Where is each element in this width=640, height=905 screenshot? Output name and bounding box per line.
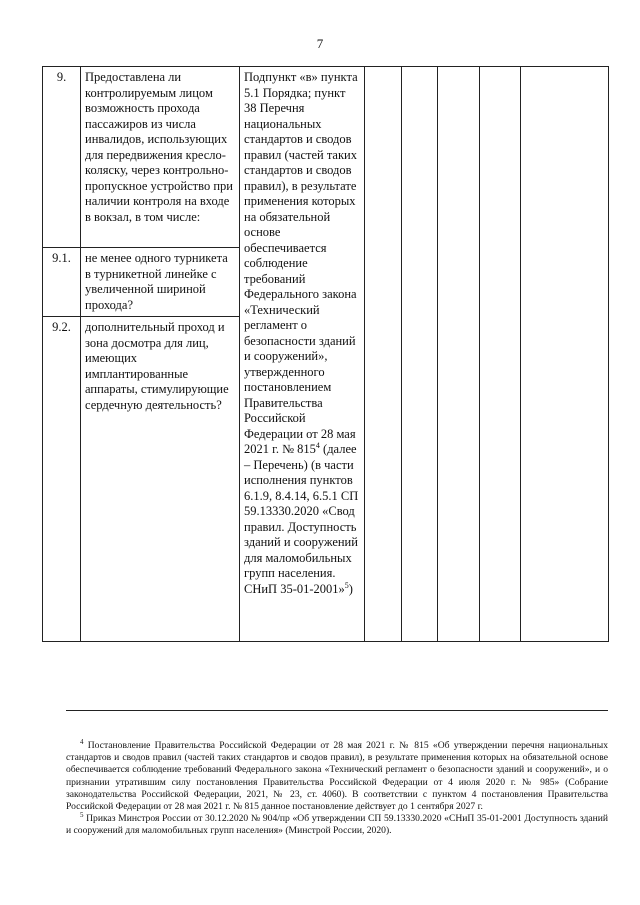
footnote-ref-4: 4 — [315, 440, 320, 450]
question-cell: дополнительный проход и зона досмотра для лиц, имеющих имплантированные аппараты, стимулирующие сердечную деятельность? — [81, 317, 240, 642]
row-number: 9. — [43, 67, 81, 248]
footnote-ref-5: 5 — [344, 580, 349, 590]
answer-no-cell — [402, 67, 438, 642]
requirements-text: Подпункт «в» пункта 5.1 Порядка; пункт 38 Перечня национальных стандартов и сводов правил (частей таких стандартов и сводов правил), в результате применения которых на обязательной основе обеспечивается соблюдение требований Федерального закона «Технический регламент о безопасности зданий и сооружений», утвержденного постановлением Правительства Российской Федерации от 28 мая 2021 г. № 815 — [244, 70, 358, 456]
footnote-text: Приказ Минстроя России от 30.12.2020 № 904/пр «Об утверждении СП 59.13330.2020 «СНиП 35-01-2001 Доступность зданий и сооружений для маломобильных групп населения» (Минстрой России, 2020). — [66, 813, 608, 837]
footnote-mark: 4 — [80, 737, 84, 746]
checklist-table — [42, 66, 609, 642]
notes-cell — [521, 67, 609, 642]
answer-extra-cell — [480, 67, 521, 642]
footnote-5 — [66, 813, 608, 837]
footnote-4 — [66, 737, 608, 813]
question-cell: не менее одного турникета в турникетной линейке с увеличенной шириной прохода? — [81, 248, 240, 317]
question-cell: Предоставлена ли контролируемым лицом возможность прохода пассажиров из числа инвалидов, использующих для передвижения кресло-коляску, через контрольно-пропускное устройство при наличии контроля на входе в вокзал, в том числе: — [81, 67, 240, 248]
row-number: 9.2. — [43, 317, 81, 642]
footnote-mark: 5 — [80, 811, 84, 820]
requirements-cell — [240, 67, 365, 642]
table-row — [43, 67, 609, 248]
row-number: 9.1. — [43, 248, 81, 317]
footnote-text: Постановление Правительства Российской Федерации от 28 мая 2021 г. № 815 «Об утверждении перечня национальных стандартов и сводов правил (частей таких стандартов и сводов правил), в результате применения которых на обязательной основе обеспечивается соблюдение требований Федерального закона «Технический регламент о безопасности зданий и сооружений», и о признании утратившим силу постановления Правительства Российской Федерации от 4 июля 2020 г. № 985» (Собрание законодательства Российской Федерации, 2021, № 23, ст. 4060). В соответствии с пунктом 4 постановления Правительства Российской Федерации от 28 мая 2021 г. № 815 данное постановление действует до 1 сентября 2027 г. — [66, 740, 608, 813]
answer-yes-cell — [365, 67, 402, 642]
requirements-text-end: ) — [348, 581, 353, 596]
requirements-text-continued: (далее – Перечень) (в части исполнения пунктов 6.1.9, 8.4.14, 6.5.1 СП 59.13330.2020 «Свод правил. Доступность зданий и сооружений для маломобильных групп населения. СНиП 35-01-2001» — [244, 442, 359, 596]
answer-na-cell — [438, 67, 480, 642]
footnotes — [66, 737, 608, 838]
footnote-separator — [66, 710, 608, 711]
page-number: 7 — [316, 36, 324, 51]
